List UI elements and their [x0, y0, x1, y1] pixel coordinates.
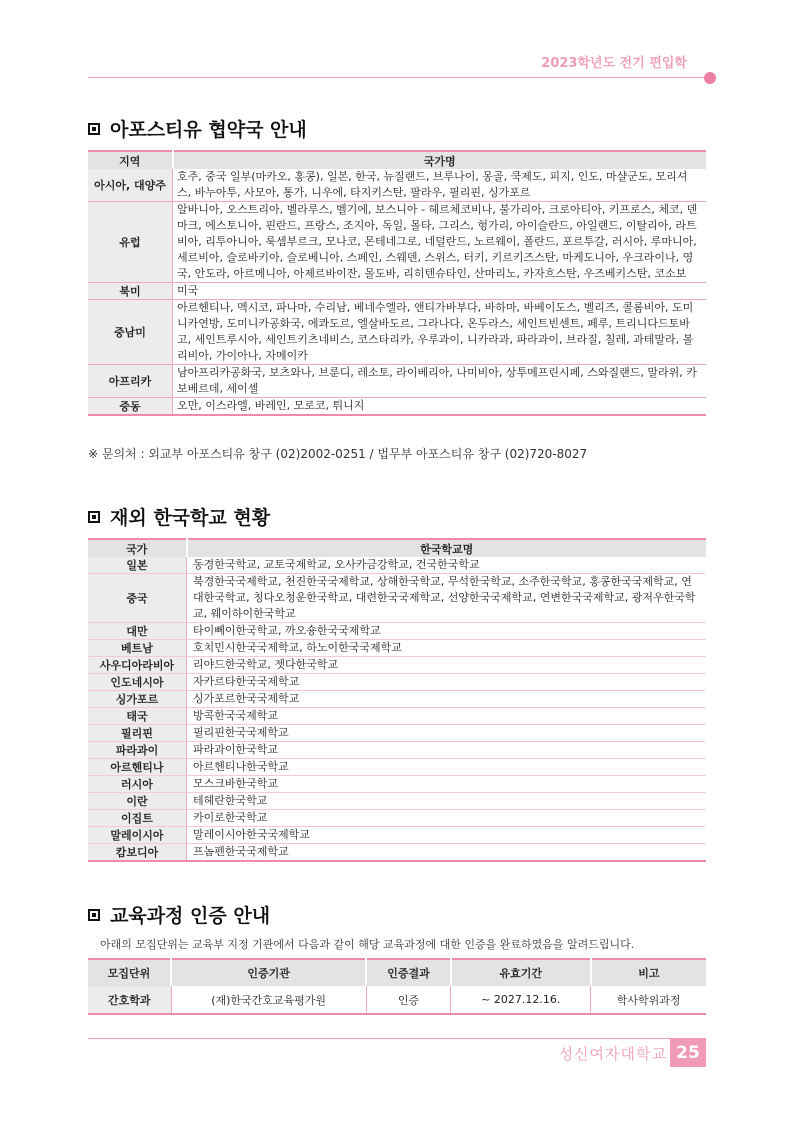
table-row: 이란 테헤란한국학교	[88, 793, 706, 810]
table-row: 싱가포르 싱가포르한국국제학교	[88, 691, 706, 708]
col-period: 유효기간	[451, 959, 591, 986]
table-row: 베트남 호치민시한국국제학교, 하노이한국국제학교	[88, 640, 706, 657]
table-row: 일본 동경한국학교, 교토국제학교, 오사카금강학교, 건국한국학교	[88, 557, 706, 574]
table-row: 인도네시아 자카르타한국국제학교	[88, 674, 706, 691]
table-row: 유럽 알바니아, 오스트리아, 벨라루스, 벨기에, 보스니아 - 헤르체코비나, 불가리아, 크로아티아, 키프로스, 체코, 덴마크, 에스토니아, 핀란드, 프랑스, 조지아, 독일, 몰타, 그리스, 헝가리, 아이슬란드, 아일랜드, 이탈리아, 라트비아, 리투아니아, 룩셈부르크, 모나코, 몬테네그로, 네덜란드, 노르웨이, 폴란드, 포르투갈, 러시아, 루마니아, 세르비아, 슬로바키아, 슬로베니아, 스페인, 스웨덴, 스위스, 터키, 키르키즈스탄, 마케도니아, 우크라이나, 영국, 안도라, 아르메니아, 아제르바이잔, 몰도바, 리히텐슈타인, 산마리노, 카자흐스탄, 우즈베키스탄, 코소보	[88, 202, 706, 283]
square-bullet-icon	[88, 123, 100, 135]
table-row: 캄보디아 프놈펜한국국제학교	[88, 844, 706, 862]
contact-note: ※ 문의처 : 외교부 아포스티유 창구 (02)2002-0251 / 법무부 아포스티유 창구 (02)720-8027	[88, 447, 588, 461]
cell-agency: (재)한국간호교육평가원	[171, 986, 366, 1014]
footer-divider	[88, 1038, 706, 1039]
table-row: 이집트 카이로한국학교	[88, 810, 706, 827]
table-row: 아프리카 남아프리카공화국, 보츠와나, 브룬디, 레소토, 라이베리아, 나미비아, 상투메프린시페, 스와질랜드, 말라위, 카보베르데, 세이셸	[88, 365, 706, 398]
col-region: 지역	[88, 151, 173, 169]
certification-table	[88, 958, 706, 1015]
section-title-schools: 재외 한국학교 현황	[88, 503, 270, 530]
col-agency: 인증기관	[171, 959, 366, 986]
square-bullet-icon	[88, 909, 100, 921]
table-row: 사우디아라비아 리야드한국학교, 젯다한국학교	[88, 657, 706, 674]
table-row: 북미 미국	[88, 283, 706, 300]
table-row: 필리핀 필리핀한국국제학교	[88, 725, 706, 742]
apostille-table	[88, 150, 706, 416]
table-row: 아시아, 대양주 호주, 중국 일부(마카오, 홍콩), 일본, 한국, 뉴질랜드, 브루나이, 몽골, 쿡제도, 피지, 인도, 마샬군도, 모리셔스, 바누아투, 사모아, 통가, 니우에, 타지키스탄, 팔라우, 필리핀, 싱가포르	[88, 169, 706, 202]
header-dot	[704, 72, 716, 84]
square-bullet-icon	[88, 511, 100, 523]
page-number: 25	[670, 1039, 706, 1067]
table-row	[88, 986, 706, 1014]
table-row: 말레이시아 말레이시아한국국제학교	[88, 827, 706, 844]
cell-result: 인증	[366, 986, 451, 1014]
table-row: 러시아 모스크바한국학교	[88, 776, 706, 793]
table-row: 중국 북경한국국제학교, 천진한국국제학교, 상해한국학교, 무석한국학교, 소주한국학교, 홍콩한국국제학교, 연대한국학교, 칭다오청운한국학교, 대련한국국제학교, 선양한국국제학교, 연변한국국제학교, 광저우한국학교, 웨이하이한국학교	[88, 574, 706, 623]
section-title-certification: 교육과정 인증 안내	[88, 901, 270, 928]
schools-table	[88, 538, 706, 862]
certification-intro: 아래의 모집단위는 교육부 지정 기관에서 다음과 같이 해당 교육과정에 대한 인증을 완료하였음을 알려드립니다.	[100, 938, 635, 951]
table-row: 대만 타이뻬이한국학교, 까오숑한국국제학교	[88, 623, 706, 640]
table-row: 아르헨티나 아르헨티나한국학교	[88, 759, 706, 776]
cell-period: ~ 2027.12.16.	[451, 986, 591, 1014]
cell-unit: 간호학과	[88, 986, 171, 1014]
col-note: 비고	[591, 959, 706, 986]
col-result: 인증결과	[366, 959, 451, 986]
cell-note: 학사학위과정	[591, 986, 706, 1014]
table-row: 태국 방콕한국국제학교	[88, 708, 706, 725]
footer-school-name: 성신여자대학교	[558, 1045, 667, 1063]
table-row: 파라과이 파라과이한국학교	[88, 742, 706, 759]
table-row: 중남미 아르헨티나, 멕시코, 파나마, 수리남, 베네수엘라, 앤티가바부다, 바하마, 바베이도스, 벨리즈, 콜롬비아, 도미니카연방, 도미니카공화국, 에콰도르, 엘살바도르, 그라나다, 온두라스, 세인트빈센트, 페루, 트리니다드토바고, 세인트루시아, 세인트키츠네비스, 코스타리카, 우루과이, 니카라과, 파라과이, 브라질, 칠레, 과테말라, 볼리비아, 가이아나, 자메이카	[88, 300, 706, 365]
header-title: 2023학년도 전기 편입학	[541, 56, 687, 71]
col-countries: 국가명	[173, 151, 707, 169]
section-title-apostille: 아포스티유 협약국 안내	[88, 115, 307, 142]
col-country: 국가	[88, 539, 187, 557]
col-unit: 모집단위	[88, 959, 171, 986]
header-divider	[88, 77, 706, 78]
table-row: 중동 오만, 이스라엘, 바레인, 모로코, 튀니지	[88, 398, 706, 416]
col-school: 한국학교명	[187, 539, 707, 557]
